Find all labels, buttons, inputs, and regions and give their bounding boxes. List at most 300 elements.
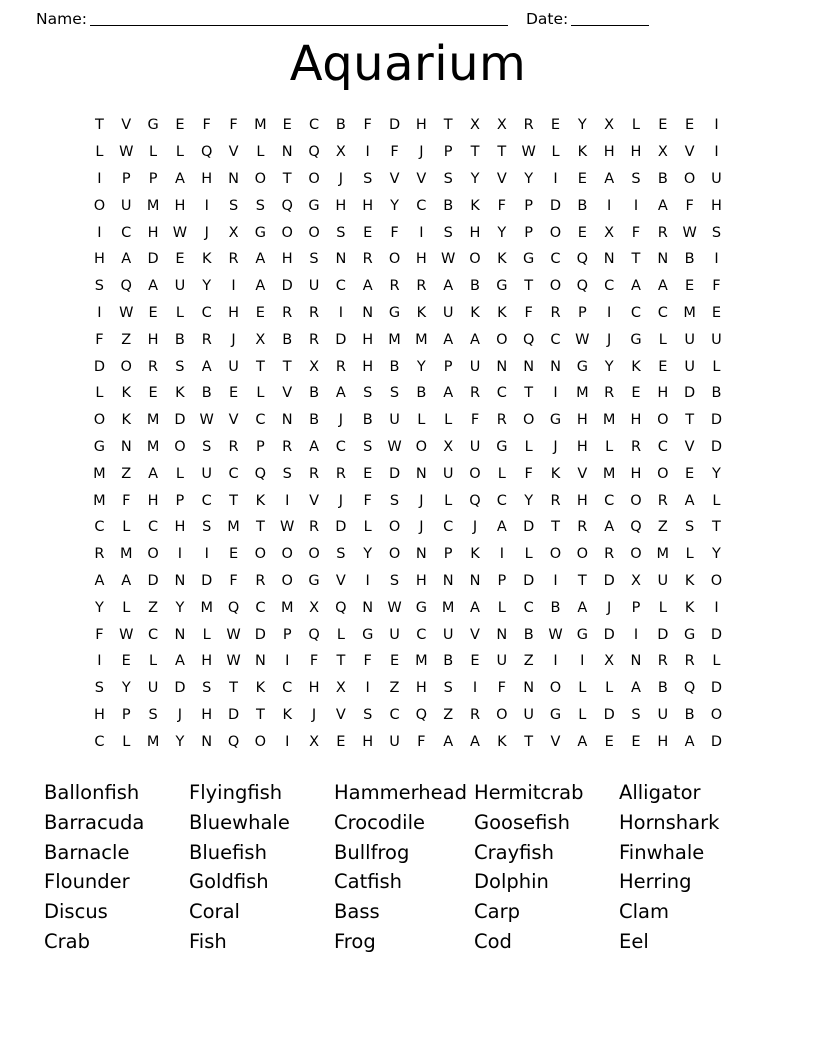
grid-cell[interactable]: U <box>657 706 669 723</box>
grid-cell[interactable]: A <box>631 278 641 295</box>
grid-cell[interactable]: T <box>524 385 534 402</box>
grid-cell[interactable]: V <box>228 144 239 161</box>
grid-cell[interactable]: Q <box>227 733 240 750</box>
grid-cell[interactable]: S <box>175 358 185 375</box>
grid-cell[interactable]: O <box>549 680 562 697</box>
grid-cell[interactable]: E <box>604 733 614 750</box>
grid-cell[interactable]: T <box>94 117 104 134</box>
grid-cell[interactable]: S <box>309 251 319 268</box>
grid-cell[interactable]: F <box>309 653 319 670</box>
grid-cell[interactable]: A <box>577 733 588 750</box>
grid-cell[interactable]: N <box>362 599 374 616</box>
grid-cell[interactable]: Y <box>390 197 399 214</box>
grid-cell[interactable]: D <box>710 626 723 643</box>
grid-cell[interactable]: T <box>229 492 238 509</box>
grid-cell[interactable]: G <box>388 304 401 321</box>
grid-cell[interactable]: A <box>148 465 159 482</box>
grid-cell[interactable]: K <box>282 706 292 723</box>
grid-cell[interactable]: C <box>604 278 615 295</box>
grid-cell[interactable]: L <box>578 706 587 723</box>
grid-cell[interactable]: S <box>94 680 105 697</box>
grid-cell[interactable]: X <box>657 144 668 161</box>
grid-cell[interactable]: E <box>685 465 695 482</box>
grid-cell[interactable]: R <box>657 653 668 670</box>
grid-cell[interactable]: A <box>443 733 454 750</box>
grid-cell[interactable]: U <box>684 331 695 348</box>
grid-cell[interactable]: L <box>95 385 104 402</box>
grid-cell[interactable]: V <box>496 170 507 187</box>
grid-cell[interactable]: O <box>710 706 723 723</box>
grid-cell[interactable]: P <box>497 572 507 589</box>
grid-cell[interactable]: S <box>685 519 695 536</box>
grid-cell[interactable]: Q <box>630 519 642 536</box>
grid-cell[interactable]: Q <box>281 197 293 214</box>
grid-cell[interactable]: M <box>441 599 455 616</box>
grid-cell[interactable]: B <box>389 358 400 375</box>
word-list-item[interactable]: Herring <box>619 870 692 894</box>
grid-cell[interactable]: K <box>497 304 507 321</box>
grid-cell[interactable]: N <box>469 572 481 589</box>
grid-cell[interactable]: H <box>711 197 722 214</box>
grid-cell[interactable]: S <box>336 224 346 241</box>
grid-cell[interactable]: E <box>658 358 668 375</box>
grid-cell[interactable]: H <box>576 412 588 429</box>
grid-cell[interactable]: J <box>338 412 343 429</box>
grid-cell[interactable]: C <box>416 626 427 643</box>
word-list-item[interactable]: Crocodile <box>334 810 425 834</box>
grid-cell[interactable]: J <box>419 144 424 161</box>
grid-cell[interactable]: L <box>95 144 104 161</box>
grid-cell[interactable]: V <box>416 170 427 187</box>
grid-cell[interactable]: M <box>602 465 616 482</box>
grid-cell[interactable]: B <box>657 170 668 187</box>
grid-cell[interactable]: O <box>93 412 106 429</box>
grid-cell[interactable]: R <box>282 304 293 321</box>
grid-cell[interactable]: O <box>254 733 267 750</box>
grid-cell[interactable]: I <box>204 546 209 563</box>
grid-cell[interactable]: R <box>496 412 507 429</box>
grid-cell[interactable]: V <box>335 706 346 723</box>
grid-cell[interactable]: G <box>93 438 106 455</box>
grid-cell[interactable]: Q <box>683 680 696 697</box>
grid-cell[interactable]: O <box>576 546 589 563</box>
grid-cell[interactable]: P <box>443 358 453 375</box>
grid-cell[interactable]: J <box>231 331 236 348</box>
grid-cell[interactable]: E <box>389 653 400 670</box>
word-list-item[interactable]: Ballonfish <box>44 781 140 804</box>
grid-cell[interactable]: X <box>309 599 319 616</box>
grid-cell[interactable]: Y <box>712 546 721 563</box>
grid-cell[interactable]: O <box>710 572 723 589</box>
word-list-item[interactable]: Finwhale <box>619 840 705 864</box>
grid-cell[interactable]: D <box>549 197 562 214</box>
word-list-item[interactable]: Bluefish <box>189 840 267 864</box>
grid-cell[interactable]: D <box>335 331 347 348</box>
grid-cell[interactable]: V <box>309 492 319 509</box>
grid-cell[interactable]: K <box>497 251 507 268</box>
grid-cell[interactable]: E <box>282 117 292 134</box>
grid-cell[interactable]: N <box>603 251 615 268</box>
grid-cell[interactable]: H <box>308 680 320 697</box>
grid-cell[interactable]: V <box>121 117 132 134</box>
grid-cell[interactable]: A <box>470 331 480 348</box>
grid-cell[interactable]: S <box>202 519 212 536</box>
grid-cell[interactable]: O <box>469 465 481 482</box>
grid-cell[interactable]: O <box>254 170 267 187</box>
grid-cell[interactable]: Y <box>712 465 721 482</box>
grid-cell[interactable]: C <box>496 492 507 509</box>
grid-cell[interactable]: T <box>497 144 507 161</box>
grid-cell[interactable]: B <box>362 412 373 429</box>
grid-cell[interactable]: D <box>201 572 213 589</box>
grid-cell[interactable]: U <box>147 680 159 697</box>
grid-cell[interactable]: W <box>199 412 214 429</box>
grid-cell[interactable]: T <box>551 519 560 536</box>
grid-cell[interactable]: T <box>470 144 480 161</box>
grid-cell[interactable]: R <box>550 492 561 509</box>
grid-cell[interactable]: I <box>365 144 370 161</box>
grid-cell[interactable]: N <box>174 626 186 643</box>
grid-cell[interactable]: E <box>148 304 158 321</box>
grid-cell[interactable]: H <box>281 251 293 268</box>
grid-cell[interactable]: Q <box>415 706 428 723</box>
grid-cell[interactable]: L <box>256 385 265 402</box>
grid-cell[interactable]: L <box>497 599 506 616</box>
grid-cell[interactable]: Y <box>175 733 185 750</box>
grid-cell[interactable]: I <box>365 680 370 697</box>
grid-cell[interactable]: A <box>496 519 507 536</box>
grid-cell[interactable]: I <box>285 653 290 670</box>
grid-cell[interactable]: H <box>201 653 213 670</box>
grid-cell[interactable]: F <box>122 492 131 509</box>
grid-cell[interactable]: U <box>657 572 669 589</box>
grid-cell[interactable]: E <box>175 117 185 134</box>
grid-cell[interactable]: G <box>496 278 508 295</box>
grid-cell[interactable]: N <box>496 626 508 643</box>
grid-cell[interactable]: X <box>309 733 319 750</box>
grid-cell[interactable]: R <box>228 438 239 455</box>
name-blank-line[interactable] <box>90 10 508 26</box>
grid-cell[interactable]: B <box>309 412 320 429</box>
grid-cell[interactable]: E <box>363 224 373 241</box>
grid-cell[interactable]: H <box>630 144 642 161</box>
grid-cell[interactable]: U <box>469 358 481 375</box>
grid-cell[interactable]: T <box>336 653 346 670</box>
grid-cell[interactable]: N <box>657 251 669 268</box>
grid-cell[interactable]: F <box>497 680 506 697</box>
grid-cell[interactable]: L <box>417 412 426 429</box>
grid-cell[interactable]: H <box>335 197 347 214</box>
grid-cell[interactable]: F <box>363 117 372 134</box>
grid-cell[interactable]: B <box>443 653 454 670</box>
grid-cell[interactable]: A <box>362 278 373 295</box>
grid-cell[interactable]: F <box>470 412 480 429</box>
grid-cell[interactable]: K <box>684 572 695 589</box>
grid-cell[interactable]: B <box>550 599 561 616</box>
grid-cell[interactable]: S <box>202 680 212 697</box>
grid-cell[interactable]: H <box>147 331 159 348</box>
grid-cell[interactable]: N <box>281 144 293 161</box>
word-list-item[interactable]: Alligator <box>619 781 701 804</box>
grid-cell[interactable]: T <box>685 412 695 429</box>
grid-cell[interactable]: X <box>604 117 615 134</box>
grid-cell[interactable]: E <box>148 385 158 402</box>
grid-cell[interactable]: I <box>365 572 370 589</box>
grid-cell[interactable]: R <box>309 331 320 348</box>
grid-cell[interactable]: L <box>524 546 533 563</box>
grid-cell[interactable]: N <box>550 358 561 375</box>
grid-cell[interactable]: M <box>576 385 589 402</box>
grid-cell[interactable]: G <box>254 224 266 241</box>
grid-cell[interactable]: O <box>93 197 106 214</box>
word-list-item[interactable]: Bass <box>334 900 380 924</box>
grid-cell[interactable]: A <box>443 278 454 295</box>
grid-cell[interactable]: A <box>255 278 266 295</box>
grid-cell[interactable]: H <box>362 733 374 750</box>
grid-cell[interactable]: D <box>388 117 401 134</box>
grid-cell[interactable]: B <box>201 385 212 402</box>
grid-cell[interactable]: H <box>362 197 374 214</box>
grid-cell[interactable]: L <box>658 599 667 616</box>
grid-cell[interactable]: I <box>177 546 183 563</box>
grid-cell[interactable]: D <box>657 626 669 643</box>
grid-cell[interactable]: M <box>415 653 428 670</box>
grid-cell[interactable]: O <box>415 438 428 455</box>
word-list-item[interactable]: Barnacle <box>44 840 130 864</box>
grid-cell[interactable]: N <box>228 170 239 187</box>
grid-cell[interactable]: J <box>607 331 612 348</box>
grid-cell[interactable]: V <box>335 572 346 589</box>
grid-cell[interactable]: N <box>630 653 642 670</box>
grid-cell[interactable]: A <box>631 680 641 697</box>
grid-cell[interactable]: E <box>550 117 561 134</box>
grid-cell[interactable]: C <box>523 599 534 616</box>
grid-cell[interactable]: W <box>387 599 402 616</box>
grid-cell[interactable]: W <box>119 626 134 643</box>
word-list-item[interactable]: Hornshark <box>619 810 720 834</box>
grid-cell[interactable]: A <box>684 733 695 750</box>
grid-cell[interactable]: X <box>496 117 507 134</box>
grid-cell[interactable]: S <box>282 465 292 482</box>
grid-cell[interactable]: R <box>469 385 481 402</box>
grid-cell[interactable]: K <box>121 412 131 429</box>
grid-cell[interactable]: U <box>711 331 722 348</box>
grid-cell[interactable]: T <box>282 170 292 187</box>
grid-cell[interactable]: C <box>657 438 668 455</box>
grid-cell[interactable]: U <box>711 170 722 187</box>
grid-cell[interactable]: M <box>119 546 133 563</box>
grid-cell[interactable]: Y <box>524 170 534 187</box>
grid-cell[interactable]: X <box>631 572 641 589</box>
word-list-item[interactable]: Clam <box>619 900 669 924</box>
grid-cell[interactable]: U <box>308 278 320 295</box>
grid-cell[interactable]: F <box>524 465 533 482</box>
grid-cell[interactable]: L <box>122 733 131 750</box>
grid-cell[interactable]: S <box>443 170 453 187</box>
grid-cell[interactable]: K <box>416 304 427 321</box>
grid-cell[interactable]: L <box>578 680 587 697</box>
grid-cell[interactable]: S <box>363 706 373 723</box>
grid-cell[interactable]: S <box>389 385 400 402</box>
grid-cell[interactable]: R <box>228 251 239 268</box>
grid-cell[interactable]: K <box>550 465 561 482</box>
grid-cell[interactable]: M <box>227 519 240 536</box>
grid-cell[interactable]: Q <box>120 278 132 295</box>
grid-cell[interactable]: C <box>94 733 105 750</box>
grid-cell[interactable]: V <box>389 170 400 187</box>
grid-cell[interactable]: U <box>120 197 132 214</box>
grid-cell[interactable]: O <box>683 170 696 187</box>
grid-cell[interactable]: E <box>577 224 587 241</box>
grid-cell[interactable]: D <box>388 465 401 482</box>
grid-cell[interactable]: O <box>657 465 669 482</box>
grid-cell[interactable]: I <box>633 626 639 643</box>
grid-cell[interactable]: M <box>280 599 294 616</box>
grid-cell[interactable]: T <box>282 358 292 375</box>
grid-cell[interactable]: P <box>524 224 534 241</box>
grid-cell[interactable]: X <box>604 224 615 241</box>
grid-cell[interactable]: T <box>524 733 534 750</box>
grid-cell[interactable]: A <box>335 385 346 402</box>
grid-cell[interactable]: M <box>656 546 670 563</box>
grid-cell[interactable]: I <box>338 304 343 321</box>
grid-cell[interactable]: S <box>363 438 373 455</box>
grid-cell[interactable]: R <box>282 438 293 455</box>
grid-cell[interactable]: S <box>389 572 400 589</box>
grid-cell[interactable]: R <box>604 385 615 402</box>
grid-cell[interactable]: R <box>335 465 346 482</box>
grid-cell[interactable]: M <box>146 733 160 750</box>
grid-cell[interactable]: V <box>684 144 695 161</box>
grid-cell[interactable]: P <box>443 144 453 161</box>
grid-cell[interactable]: Z <box>148 599 159 616</box>
grid-cell[interactable]: N <box>415 465 427 482</box>
grid-cell[interactable]: H <box>147 224 159 241</box>
grid-cell[interactable]: D <box>710 680 723 697</box>
grid-cell[interactable]: G <box>308 197 320 214</box>
date-blank-line[interactable] <box>571 10 649 26</box>
grid-cell[interactable]: U <box>228 358 239 375</box>
grid-cell[interactable]: X <box>335 680 346 697</box>
grid-cell[interactable]: P <box>524 197 534 214</box>
grid-cell[interactable]: O <box>496 706 508 723</box>
grid-cell[interactable]: J <box>177 706 183 723</box>
grid-cell[interactable]: G <box>576 626 588 643</box>
grid-cell[interactable]: L <box>712 492 721 509</box>
grid-cell[interactable]: S <box>148 706 158 723</box>
grid-cell[interactable]: R <box>335 358 346 375</box>
grid-cell[interactable]: N <box>281 412 293 429</box>
grid-cell[interactable]: C <box>496 385 507 402</box>
grid-cell[interactable]: O <box>174 438 186 455</box>
grid-cell[interactable]: O <box>308 546 320 563</box>
grid-cell[interactable]: N <box>523 358 535 375</box>
grid-cell[interactable]: A <box>174 653 185 670</box>
grid-cell[interactable]: B <box>174 331 185 348</box>
grid-cell[interactable]: I <box>580 653 585 670</box>
grid-cell[interactable]: D <box>523 519 535 536</box>
grid-cell[interactable]: M <box>388 331 401 348</box>
grid-cell[interactable]: Y <box>121 680 131 697</box>
grid-cell[interactable]: X <box>309 358 319 375</box>
grid-cell[interactable]: T <box>712 519 721 536</box>
grid-cell[interactable]: M <box>254 117 267 134</box>
grid-cell[interactable]: I <box>97 224 102 241</box>
grid-cell[interactable]: J <box>553 438 558 455</box>
grid-cell[interactable]: L <box>202 626 211 643</box>
grid-cell[interactable]: I <box>714 251 719 268</box>
grid-cell[interactable]: M <box>415 331 428 348</box>
grid-cell[interactable]: B <box>335 117 346 134</box>
grid-cell[interactable]: T <box>255 358 265 375</box>
grid-cell[interactable]: Y <box>363 546 373 563</box>
grid-cell[interactable]: W <box>575 331 590 348</box>
grid-cell[interactable]: H <box>362 358 374 375</box>
grid-cell[interactable]: T <box>443 117 453 134</box>
grid-cell[interactable]: H <box>228 304 239 321</box>
grid-cell[interactable]: F <box>390 144 399 161</box>
grid-cell[interactable]: R <box>148 358 159 375</box>
grid-cell[interactable]: D <box>710 412 723 429</box>
grid-cell[interactable]: P <box>121 706 131 723</box>
grid-cell[interactable]: K <box>121 385 131 402</box>
grid-cell[interactable]: F <box>202 117 211 134</box>
grid-cell[interactable]: N <box>254 653 266 670</box>
grid-cell[interactable]: Q <box>576 278 589 295</box>
grid-cell[interactable]: I <box>204 197 209 214</box>
grid-cell[interactable]: M <box>93 465 106 482</box>
grid-cell[interactable]: C <box>389 706 400 723</box>
grid-cell[interactable]: D <box>174 680 186 697</box>
grid-cell[interactable]: E <box>711 304 722 321</box>
grid-cell[interactable]: A <box>470 599 480 616</box>
grid-cell[interactable]: W <box>280 519 295 536</box>
grid-cell[interactable]: F <box>524 304 533 321</box>
grid-cell[interactable]: P <box>631 599 641 616</box>
grid-cell[interactable]: M <box>146 197 160 214</box>
grid-cell[interactable]: R <box>94 546 105 563</box>
grid-cell[interactable]: O <box>120 358 132 375</box>
grid-cell[interactable]: L <box>256 144 265 161</box>
grid-cell[interactable]: N <box>442 572 454 589</box>
grid-cell[interactable]: P <box>443 546 453 563</box>
grid-cell[interactable]: C <box>121 224 132 241</box>
grid-cell[interactable]: F <box>229 572 238 589</box>
grid-cell[interactable]: H <box>657 733 669 750</box>
grid-cell[interactable]: C <box>630 304 642 321</box>
grid-cell[interactable]: I <box>553 653 558 670</box>
grid-cell[interactable]: E <box>228 546 239 563</box>
word-list-item[interactable]: Cod <box>474 929 512 953</box>
grid-cell[interactable]: D <box>710 733 723 750</box>
grid-cell[interactable]: N <box>201 733 213 750</box>
word-list-item[interactable]: Crab <box>44 929 90 953</box>
grid-cell[interactable]: Z <box>389 680 400 697</box>
grid-cell[interactable]: A <box>657 197 668 214</box>
grid-cell[interactable]: V <box>470 626 480 643</box>
grid-cell[interactable]: R <box>523 117 534 134</box>
word-list-item[interactable]: Eel <box>619 929 649 953</box>
grid-cell[interactable]: L <box>685 546 694 563</box>
grid-cell[interactable]: C <box>308 117 320 134</box>
grid-cell[interactable]: I <box>97 653 102 670</box>
grid-cell[interactable]: F <box>95 331 104 348</box>
grid-cell[interactable]: C <box>550 331 561 348</box>
grid-cell[interactable]: Y <box>470 170 480 187</box>
grid-cell[interactable]: E <box>577 170 587 187</box>
grid-cell[interactable]: D <box>603 706 615 723</box>
grid-cell[interactable]: R <box>684 653 695 670</box>
